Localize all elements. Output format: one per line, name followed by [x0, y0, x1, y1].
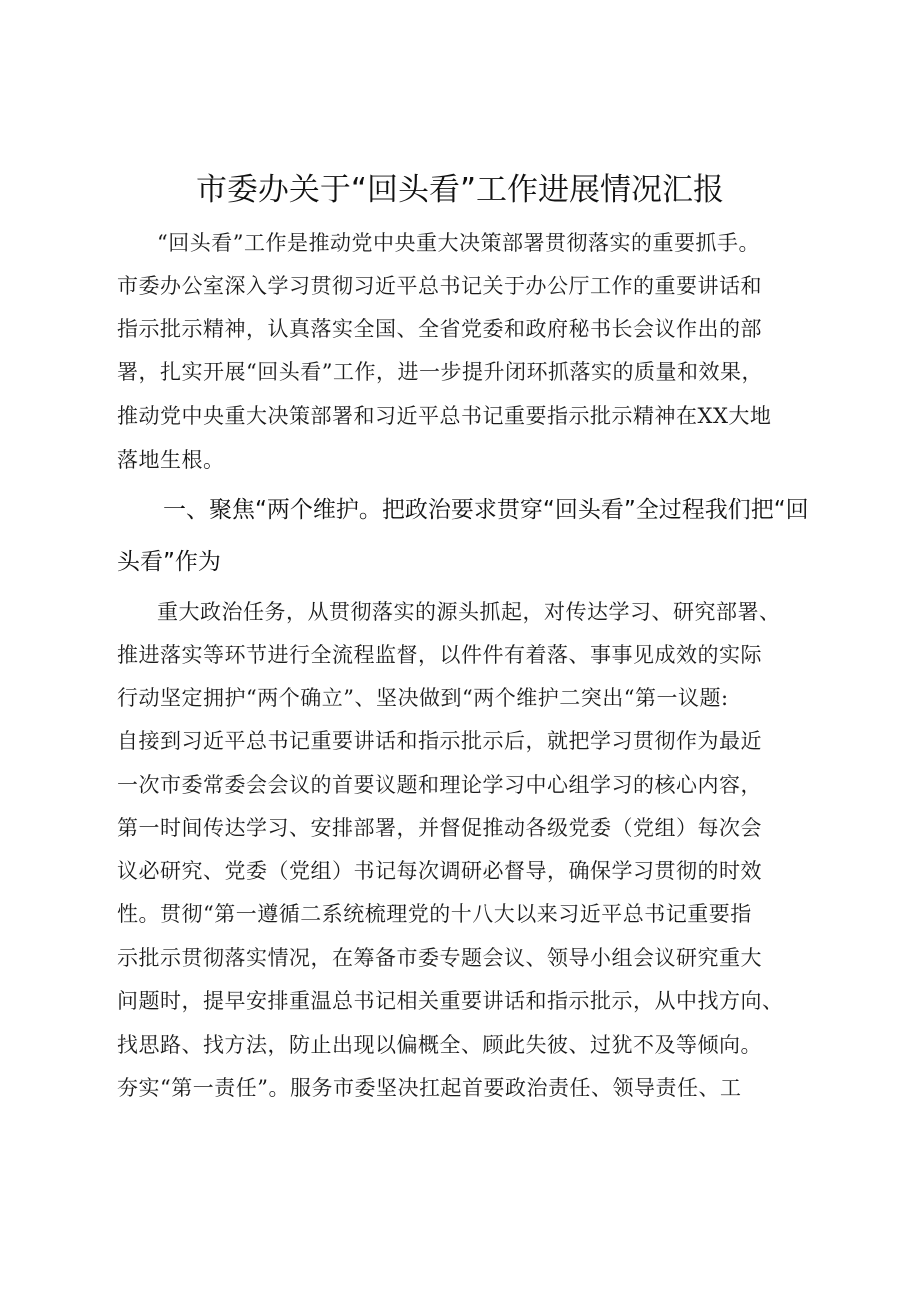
paragraph-2-line-9: 示批示贯彻落实情况，在筹备市委专题会议、领导小组会议研究重大 [117, 946, 762, 970]
paragraph-2-line-12: 夯实“第一责任”。服务市委坚决扛起首要政治责任、领导责任、工 [117, 1076, 742, 1100]
paragraph-1-line-1: “回头看”工作是推动党中央重大决策部署贯彻落实的重要抓手。 [157, 231, 760, 255]
paragraph-1-line-2: 市委办公室深入学习贯彻习近平总书记关于办公厅工作的重要讲话和 [117, 274, 762, 298]
paragraph-1-line-3: 指示批示精神，认真落实全国、全省党委和政府秘书长会议作出的部 [117, 317, 762, 341]
section-heading-line-2: 头看”作为 [117, 549, 221, 575]
paragraph-2-line-7: 议必研究、党委（党组）书记每次调研必督导，确保学习贯彻的时效 [117, 859, 762, 883]
paragraph-2-line-4: 自接到习近平总书记重要讲话和指示批示后，就把学习贯彻作为最近 [117, 729, 762, 753]
paragraph-2-line-10: 问题时，提早安排重温总书记相关重要讲话和指示批示，从中找方向、 [117, 989, 784, 1013]
paragraph-2-line-5: 一次市委常委会会议的首要议题和理论学习中心组学习的核心内容， [117, 773, 762, 797]
paragraph-2-line-3: 行动坚定拥护“两个确立”、坚决做到“两个维护二突出“第一议题: [117, 686, 729, 710]
paragraph-1-line-5: 推动党中央重大决策部署和习近平总书记重要指示批示精神在XX大地 [117, 404, 772, 428]
paragraph-1-line-4: 署，扎实开展“回头看”工作，进一步提升闭环抓落实的质量和效果， [117, 360, 763, 384]
paragraph-2-line-8: 性。贯彻“第一遵循二系统梳理党的十八大以来习近平总书记重要指 [117, 902, 752, 926]
paragraph-2-line-11: 找思路、找方法，防止出现以偏概全、顾此失彼、过犹不及等倾向。 [117, 1033, 762, 1057]
paragraph-2-line-2: 推进落实等环节进行全流程监督，以件件有着落、事事见成效的实际 [117, 643, 762, 667]
document-title: 市委办关于“回头看”工作进展情况汇报 [195, 172, 725, 208]
paragraph-1-line-6: 落地生根。 [117, 448, 225, 472]
paragraph-2-line-1: 重大政治任务，从贯彻落实的源头抓起，对传达学习、研究部署、 [157, 600, 781, 624]
section-heading-line-1: 一、聚焦“两个维护。把政治要求贯穿“回头看”全过程我们把“回 [163, 497, 809, 523]
paragraph-2-line-6: 第一时间传达学习、安排部署，并督促推动各级党委（党组）每次会 [117, 816, 762, 840]
